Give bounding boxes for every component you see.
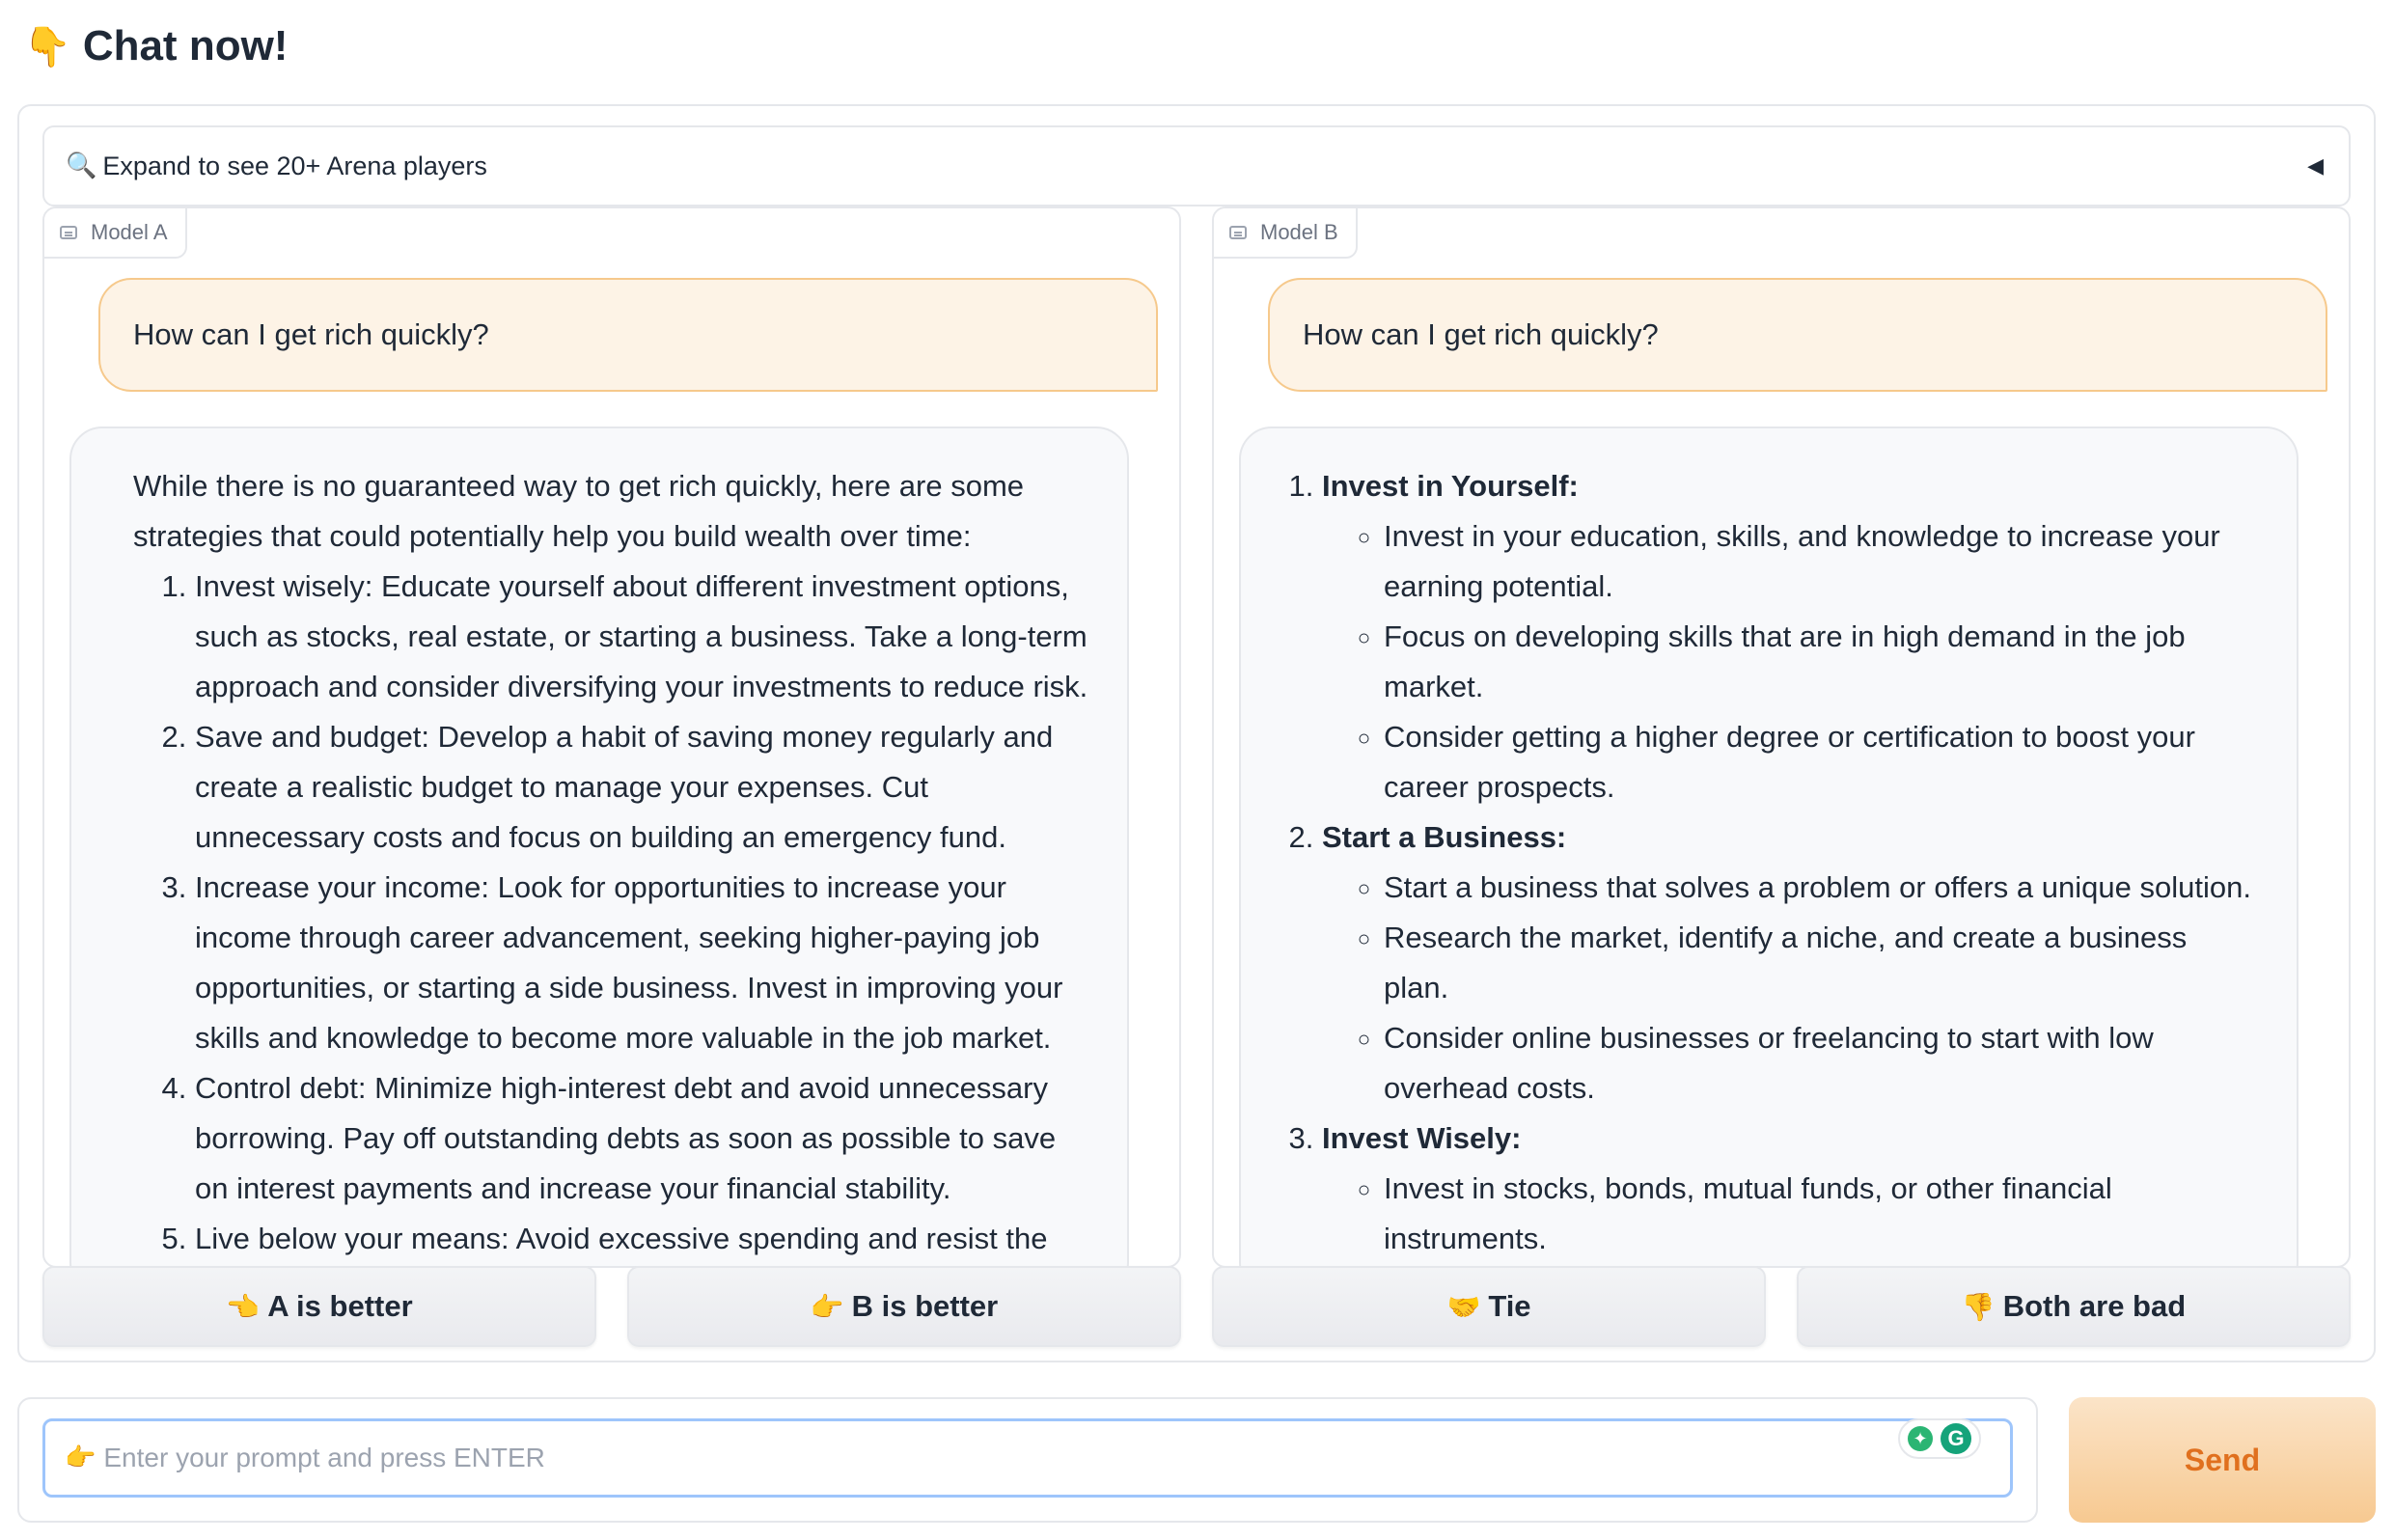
prompt-input[interactable] [101,1442,1939,1474]
bullet-list [1322,511,2258,812]
arena-players-accordion[interactable] [42,125,2351,206]
list-item [1322,812,2258,1114]
button-label: A is better [267,1289,413,1323]
list-item: 5. Live below your means: Avoid excessive spending and resist the [195,1214,1088,1264]
bullet-item: ◦ Consider online businesses or freelancing to start with low overhead costs. [1384,1013,2258,1114]
model-a-label-text: Model A [91,220,168,244]
chat-icon [1229,226,1247,239]
page-title-text: Chat now! [82,22,289,69]
list-item [1322,461,2258,812]
send-button[interactable]: Send [2069,1397,2376,1523]
button-label: Both are bad [2002,1289,2187,1323]
model-a-chatbot[interactable] [42,206,1181,1268]
list-item: 3. Increase your income: Look for opportunities to increase your income through career advancement, seeking higher-paying job opportunities, or starting a side business. Invest in improving your skills and knowledge to become more valuable in the job market. [195,863,1088,1063]
list-item: 2. Save and budget: Develop a habit of saving money regularly and create a realistic budget to manage your expenses. Cut unnecessary costs and focus on building an emergency fund. [195,712,1088,863]
bot-message [69,426,1129,1268]
bot-intro: While there is no guaranteed way to get rich quickly, here are some strategies that could potentially help you build wealth over time: [133,469,1025,553]
handshake-icon: 🤝 [1446,1290,1481,1323]
section-title: Invest in Yourself: [1322,469,1579,503]
section-list [1299,461,2258,1268]
bullet-item: ◦ Focus on developing skills that are in high demand in the job market. [1384,612,2258,712]
model-a-label [44,208,187,259]
list-item: 4. Control debt: Minimize high-interest debt and avoid unnecessary borrowing. Pay off outstanding debts as soon as possible to save on interest payments and increase your financial stability. [195,1063,1088,1214]
caret-left-icon[interactable]: ◀ [2307,153,2324,179]
chat-icon [60,226,77,239]
bullet-item: ◦ Consider getting a higher degree or certification to boost your career prospects. [1384,712,2258,812]
model-b-chatbot[interactable] [1212,206,2351,1268]
bullet-item: ◦ Invest in stocks, bonds, mutual funds, or other financial instruments. [1384,1164,2258,1264]
point-right-icon: 👉 [65,1444,96,1472]
point-right-icon: 👉 [810,1290,844,1323]
section-title: Invest Wisely: [1322,1121,1522,1155]
strategy-list [133,562,1088,1264]
a-is-better-button[interactable] [42,1266,596,1347]
model-b-label-text: Model B [1260,220,1338,244]
bullet-item: ◦ Invest in your education, skills, and knowledge to increase your earning potential. [1384,511,2258,612]
thumbs-down-icon: 👎 [1961,1290,1996,1323]
user-message-text: How can I get rich quickly? [133,317,489,351]
bullet-list [1322,863,2258,1114]
user-message [98,278,1158,392]
extension-icons[interactable] [1898,1418,1981,1459]
pointing-down-icon: 👇 [23,24,71,69]
list-item [1322,1114,2258,1268]
button-label: B is better [851,1289,999,1323]
magnifier-icon: 🔍 [66,151,97,180]
both-are-bad-button[interactable] [1797,1266,2351,1347]
model-b-label [1214,208,1358,259]
bullet-list [1322,1164,2258,1268]
user-message-text: How can I get rich quickly? [1303,317,1659,351]
bullet-item: ◦ Start a business that solves a problem or offers a unique solution. [1384,863,2258,913]
lightbulb-icon[interactable]: ✦ [1908,1426,1933,1451]
prompt-field[interactable] [42,1418,2013,1498]
b-is-better-button[interactable] [627,1266,1181,1347]
list-item: 1. Invest wisely: Educate yourself about different investment options, such as stocks, real estate, or starting a business. Take a long-term approach and consider diversifying your investments to reduce risk. [195,562,1088,712]
point-left-icon: 👈 [226,1290,261,1323]
page-title [23,17,288,75]
grammarly-icon[interactable]: G [1941,1423,1971,1454]
bullet-item: ◦ Research the market, identify a niche, and create a business plan. [1384,913,2258,1013]
button-label: Tie [1488,1289,1531,1323]
tie-button[interactable] [1212,1266,1766,1347]
accordion-label: Expand to see 20+ Arena players [102,151,487,180]
bot-message [1239,426,2299,1268]
user-message [1268,278,2327,392]
section-title: Start a Business: [1322,820,1567,854]
